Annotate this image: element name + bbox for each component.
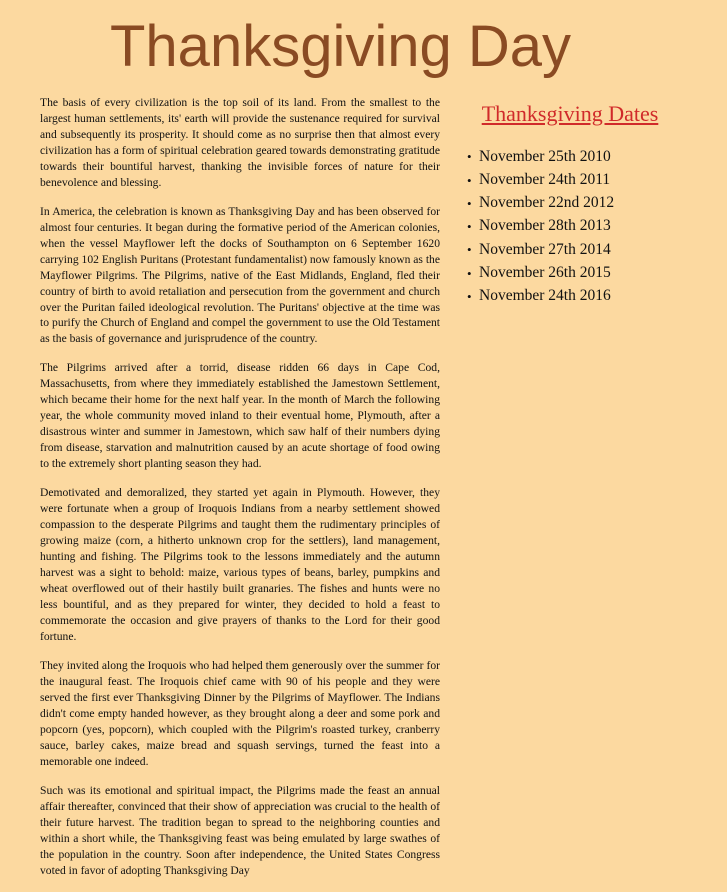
bullet-icon: • xyxy=(467,219,472,235)
date-label: November 27th 2014 xyxy=(479,240,611,258)
bullet-icon: • xyxy=(467,149,472,165)
date-label: November 26th 2015 xyxy=(479,263,611,281)
date-label: November 28th 2013 xyxy=(479,217,611,235)
date-label: November 24th 2011 xyxy=(479,170,611,188)
list-item xyxy=(467,214,699,237)
bullet-icon: • xyxy=(467,172,472,188)
page-title: Thanksgiving Day xyxy=(110,14,571,79)
list-item xyxy=(467,238,699,261)
dates-list xyxy=(441,145,699,308)
bullet-icon: • xyxy=(467,195,472,211)
paragraph: In America, the celebration is known as Thanksgiving Day and has been observed for almost four centuries. It began during the formative period of the American colonies, when the vessel Mayflower left the docks of Southampton on 6 September 1620 carrying 102 English Puritans (Protestant fundamentalist) now famously known as the Mayflower Pilgrims. The Pilgrims, native of the East Midlands, England, fled their country of birth to avoid retaliation and persecution from the government and church over the Puritan failed ideological revolution. The Puritans' objective at the time was to purify the Church of England and compel the government to use the Old Testament as the basis of governance and jurisprudence of the country. xyxy=(40,204,440,346)
article-body xyxy=(40,95,440,892)
sidebar-title: Thanksgiving Dates xyxy=(481,100,659,126)
paragraph: Demotivated and demoralized, they started yet again in Plymouth. However, they were fortunate when a group of Iroquois Indians from a nearby settlement showed compassion to the desperate Pilgrims and taught them the rudimentary principles of growing maize (corn, a hitherto unknown crop for the settlers), land management, hunting and fishing. The Pilgrims took to the lessons immediately and the autumn harvest was a sight to behold: maize, various types of beans, barley, pumpkins and wheat overflowed out of their hastily built granaries. The fishes and hunts were no less bountiful, and as they prepared for winter, they decided to hold a feast to commemorate the occasion and give prayers of thanks to the Lord for their good fortune. xyxy=(40,486,440,644)
list-item xyxy=(467,191,699,214)
date-label: November 24th 2016 xyxy=(479,287,611,305)
paragraph: The basis of every civilization is the top soil of its land. From the smallest to the largest human settlements, its' earth will provide the sustenance required for survival and subsequently its prosperity. It should come as no surprise then that almost every civilization has a form of spiritual celebration geared towards demonstrating gratitude towards their bountiful harvest, thanking the invisible forces of nature for their benevolence and blessing. xyxy=(40,95,440,189)
paragraph: They invited along the Iroquois who had helped them generously over the summer for the inaugural feast. The Iroquois chief came with 90 of his people and they were served the first ever Thanksgiving Dinner by the Pilgrims of Mayflower. The Indians didn't come empty handed however, as they brought along a deer and some pork and popcorn (yes, popcorn), which coupled with the Pilgrim's roasted turkey, cranberry sauce, barley cakes, maize bread and squash servings, turned the feast into a memorable one indeed. xyxy=(40,659,440,769)
list-item xyxy=(467,145,699,168)
date-label: November 25th 2010 xyxy=(479,147,611,165)
bullet-icon: • xyxy=(467,265,472,281)
paragraph: The Pilgrims arrived after a torrid, disease ridden 66 days in Cape Cod, Massachusetts, from where they immediately established the Jamestown Settlement, which became their home for the next half year. In the month of March the following year, the whole community moved inland to their eventual home, Plymouth, after a disastrous winter and summer in Jamestown, which saw half of their numbers dying from disease, starvation and malnutrition caused by an acute shortage of food owing to the extremely short planting season they had. xyxy=(40,361,440,471)
date-label: November 22nd 2012 xyxy=(479,194,615,212)
list-item xyxy=(467,261,699,284)
thanksgiving-dates-sidebar xyxy=(441,95,699,308)
content-area xyxy=(0,81,727,892)
bullet-icon: • xyxy=(467,288,472,304)
paragraph: Such was its emotional and spiritual impact, the Pilgrims made the feast an annual affair thereafter, convinced that their show of appreciation was crucial to the health of their future harvest. The tradition began to spread to the neighboring counties and within a short while, the Thanksgiving feast was being emulated by large swathes of the population in the country. Soon after independence, the United States Congress voted in favor of adopting Thanksgiving Day xyxy=(40,784,440,877)
list-item xyxy=(467,284,699,307)
bullet-icon: • xyxy=(467,242,472,258)
list-item xyxy=(467,168,699,191)
